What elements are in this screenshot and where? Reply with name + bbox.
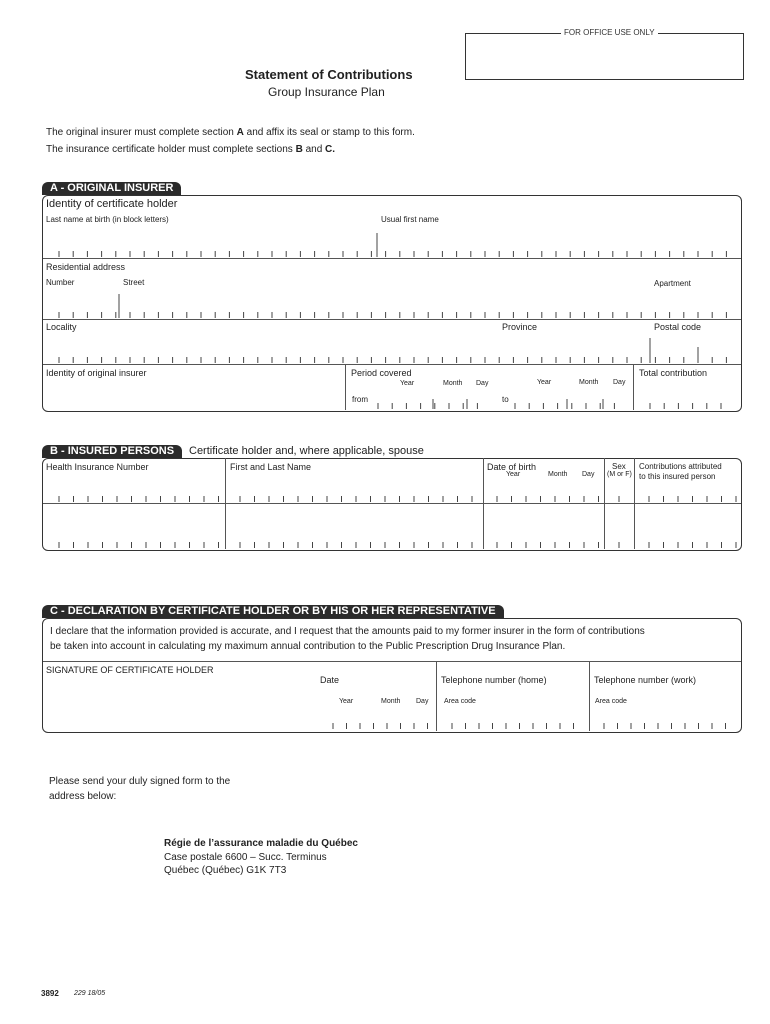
- office-use-label: FOR OFFICE USE ONLY: [561, 28, 658, 37]
- c-date-month: Month: [381, 698, 401, 705]
- dob-label: Date of birth: [487, 462, 537, 472]
- intro-line-1: The original insurer must complete section A and affix its seal or stamp to this form.: [46, 127, 415, 138]
- to-label: to: [502, 395, 509, 404]
- identity-insurer-label: Identity of original insurer: [46, 368, 147, 378]
- form-code: 3892: [41, 989, 59, 998]
- last-name-label: Last name at birth (in block letters): [46, 215, 169, 224]
- declaration-line-2: be taken into account in calculating my maximum annual contribution to the Public Prescription Drug Insurance Plan.: [50, 641, 566, 652]
- date-label: Date: [320, 675, 340, 685]
- hin-label: Health Insurance Number: [46, 462, 149, 472]
- total-contribution-label: Total contribution: [639, 368, 708, 378]
- section-c-tab: C - DECLARATION BY CERTIFICATE HOLDER OR BY HIS OR HER REPRESENTATIVE: [42, 605, 504, 618]
- tel-home-area-code: Area code: [444, 698, 476, 705]
- period-from-day: Day: [476, 380, 489, 387]
- form-title: Statement of Contributions: [245, 67, 413, 82]
- address-name: Régie de l’assurance maladie du Québec: [164, 838, 358, 849]
- send-line-1: Please send your duly signed form to the: [49, 776, 231, 787]
- declaration-line-1: I declare that the information provided is accurate, and I request that the amounts paid to my former insurer in the form of contributions: [50, 626, 645, 637]
- tel-work-area-code: Area code: [595, 698, 627, 705]
- address-line-1: Case postale 6600 – Succ. Terminus: [164, 852, 327, 863]
- form-subtitle: Group Insurance Plan: [268, 85, 385, 99]
- locality-label: Locality: [46, 322, 77, 332]
- dob-month: Month: [548, 471, 568, 478]
- postal-code-label: Postal code: [654, 322, 702, 332]
- period-to-month: Month: [579, 379, 599, 386]
- section-b-caption: Certificate holder and, where applicable, spouse: [189, 445, 424, 457]
- number-label: Number: [46, 278, 75, 287]
- form-ref: 229 18/05: [74, 990, 106, 997]
- dob-year: Year: [506, 471, 521, 478]
- signature-label: SIGNATURE OF CERTIFICATE HOLDER: [46, 665, 214, 675]
- contrib-label-2: to this insured person: [639, 472, 716, 481]
- from-label: from: [352, 395, 368, 404]
- tel-work-label: Telephone number (work): [594, 675, 697, 685]
- section-b-tab: B - INSURED PERSONS: [42, 445, 182, 458]
- period-label: Period covered: [351, 368, 412, 378]
- apartment-label: Apartment: [654, 279, 691, 288]
- first-name-label: Usual first name: [381, 215, 439, 224]
- period-from-year: Year: [400, 380, 415, 387]
- sex-label: Sex: [612, 462, 626, 471]
- c-date-day: Day: [416, 698, 429, 705]
- period-to-year: Year: [537, 379, 552, 386]
- c-date-year: Year: [339, 698, 354, 705]
- address-line-2: Québec (Québec) G1K 7T3: [164, 865, 287, 876]
- contrib-label-1: Contributions attributed: [639, 462, 722, 471]
- name-label: First and Last Name: [230, 462, 312, 472]
- send-line-2: address below:: [49, 791, 117, 802]
- dob-day: Day: [582, 471, 595, 478]
- sex-sub-label: (M or F): [607, 471, 632, 478]
- identity-label: Identity of certificate holder: [46, 198, 178, 210]
- section-a-tab: A - ORIGINAL INSURER: [42, 182, 181, 195]
- province-label: Province: [502, 322, 538, 332]
- tel-home-label: Telephone number (home): [441, 675, 547, 685]
- residential-label: Residential address: [46, 262, 126, 272]
- intro-line-2: The insurance certificate holder must complete sections B and C.: [46, 144, 336, 155]
- period-to-day: Day: [613, 379, 626, 386]
- period-from-month: Month: [443, 380, 463, 387]
- street-label: Street: [123, 278, 145, 287]
